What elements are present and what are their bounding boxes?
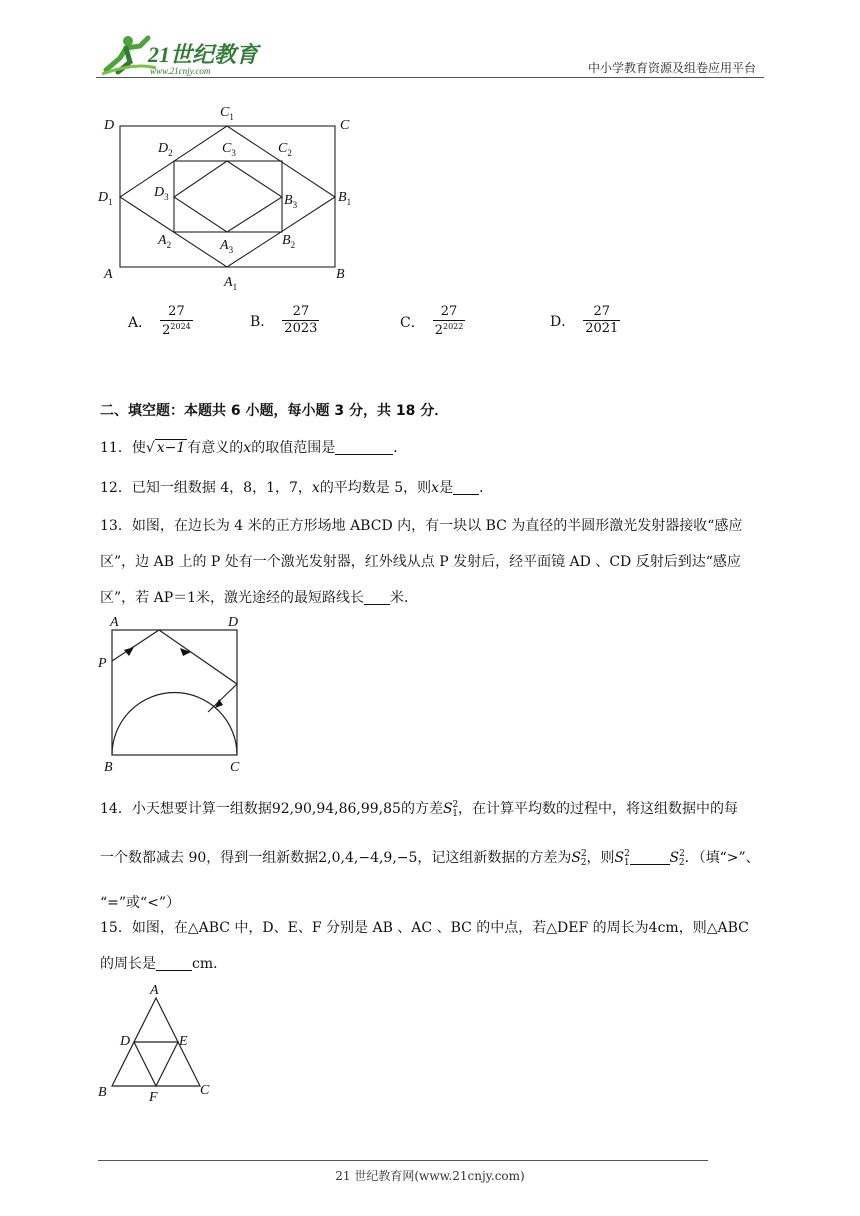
fig3-label-E: E bbox=[179, 1034, 188, 1049]
option-a-letter: A． bbox=[128, 314, 153, 331]
label-A2: $A_2$ bbox=[158, 233, 172, 250]
q14-line2 bbox=[100, 834, 762, 883]
option-c-numerator: 27 bbox=[440, 304, 458, 319]
q14-answer-blank[interactable] bbox=[630, 850, 670, 865]
label-C2: $C_2$ bbox=[278, 141, 292, 158]
question-14 bbox=[100, 785, 762, 923]
q14-S2b-sup: 2 bbox=[679, 849, 685, 859]
nested-rhombus-figure bbox=[96, 100, 366, 295]
option-c-exponent: 2022 bbox=[443, 321, 464, 331]
sqrt-expression: √ x−1 bbox=[145, 440, 186, 456]
q14-line2-mid: ，则 bbox=[586, 850, 615, 866]
fig3-label-C: C bbox=[200, 1083, 210, 1098]
option-b-denominator: 2023 bbox=[284, 320, 318, 336]
q12-mid: 的平均数是 5，则 bbox=[319, 480, 432, 496]
q13-answer-blank[interactable] bbox=[364, 590, 390, 605]
option-c[interactable] bbox=[400, 305, 465, 339]
fig3-label-D: D bbox=[120, 1034, 131, 1049]
fig3-label-B: B bbox=[98, 1085, 107, 1100]
q11-text2: 的取值范围是 bbox=[251, 440, 336, 456]
logo-text: 21世纪教育 bbox=[148, 42, 259, 67]
q14-S1-sup: 2 bbox=[452, 800, 459, 810]
q14-line3: “=”或“<”） bbox=[100, 895, 181, 911]
fig2-label-D: D bbox=[228, 615, 239, 630]
q11-prefix: 11．使 bbox=[100, 440, 146, 456]
fig2-label-B: B bbox=[104, 760, 113, 774]
option-c-letter: C． bbox=[400, 314, 425, 331]
label-A: A bbox=[104, 267, 113, 282]
label-B1: $B_1$ bbox=[338, 190, 352, 207]
q13-line1: 13．如图，在边长为 4 米的正方形场地 ABCD 内，有一块以 BC 为直径的半圆形激光发射器接收“感应 bbox=[100, 518, 743, 534]
q12-var: x bbox=[311, 480, 320, 496]
label-B3: $B_3$ bbox=[284, 193, 298, 210]
fig2-label-C: C bbox=[230, 760, 240, 774]
q14-S1b-sup: 2 bbox=[624, 849, 630, 859]
q12-answer-blank[interactable] bbox=[453, 480, 479, 495]
header-logo bbox=[96, 32, 266, 80]
q14-line1 bbox=[100, 785, 762, 834]
q14-S1-sub: 1 bbox=[452, 809, 459, 819]
q11-text: 有意义的 bbox=[187, 440, 244, 456]
question-15 bbox=[100, 910, 762, 982]
label-C1: $C_1$ bbox=[220, 105, 234, 122]
label-C: C bbox=[340, 118, 350, 133]
q14-S2: S bbox=[571, 850, 582, 866]
option-a-denominator: 2 bbox=[162, 322, 171, 338]
question-13 bbox=[100, 508, 762, 616]
footer-text: 21 世纪教育网(www.21cnjy.com) bbox=[335, 1169, 525, 1183]
q14-line2-end: ．（填“>”、 bbox=[684, 850, 760, 866]
section-title: 二、填空题：本题共 6 小题，每小题 3 分，共 18 分． bbox=[100, 403, 449, 419]
q14-line2-text: 一个数都减去 90，得到一组新数据2,0,4,−4,9,−5，记这组新数据的方差为 bbox=[100, 850, 572, 866]
q13-line3 bbox=[100, 580, 762, 616]
q13-line3-end: 米． bbox=[390, 590, 419, 606]
laser-square-figure bbox=[96, 612, 256, 774]
midpoint-triangle-figure bbox=[94, 980, 224, 1105]
label-D1: $D_1$ bbox=[98, 190, 113, 207]
label-D2: $D_2$ bbox=[158, 141, 173, 158]
q13-line2: 区”，边 AB 上的 P 处有一个激光发射器，红外线从点 P 发射后，经平面镜 AD 、CD 反射后到达“感应 bbox=[100, 554, 741, 570]
header-platform-text: 中小学教育资源及组卷应用平台 bbox=[587, 61, 756, 75]
q11-radicand: x−1 bbox=[156, 440, 186, 456]
question-12 bbox=[100, 477, 493, 499]
option-c-fraction bbox=[433, 305, 466, 339]
option-c-denominator: 2 bbox=[434, 322, 443, 338]
q14-S2-sup: 2 bbox=[581, 849, 587, 859]
option-d-letter: D． bbox=[550, 313, 576, 330]
q12-post: 是 bbox=[439, 480, 454, 496]
option-a-fraction bbox=[160, 305, 193, 339]
option-a[interactable] bbox=[128, 305, 193, 339]
q15-line2-end: cm． bbox=[192, 956, 228, 972]
logo-url: www.21cnjy.com bbox=[150, 66, 211, 76]
question-11 bbox=[100, 437, 407, 459]
fig2-label-P: P bbox=[98, 656, 107, 671]
footer-divider bbox=[98, 1160, 708, 1161]
option-d[interactable] bbox=[550, 305, 620, 337]
option-b-fraction bbox=[282, 305, 319, 337]
q12-var2: x bbox=[431, 480, 440, 496]
option-d-fraction bbox=[583, 305, 620, 337]
q11-end: ． bbox=[393, 440, 408, 456]
label-D3: $D_3$ bbox=[154, 185, 169, 202]
fig2-label-A: A bbox=[110, 615, 119, 630]
q14-line1-end: ，在计算平均数的过程中，将这组数据中的每 bbox=[458, 801, 739, 817]
fig3-label-A: A bbox=[150, 983, 159, 998]
q14-S2-sub: 2 bbox=[580, 858, 587, 868]
q14-S1b: S bbox=[614, 850, 625, 866]
label-B2: $B_2$ bbox=[282, 233, 296, 250]
q12-end: ． bbox=[479, 480, 494, 496]
label-A1: $A_1$ bbox=[224, 275, 238, 292]
option-b-numerator: 27 bbox=[292, 304, 310, 319]
q14-S1: S bbox=[442, 801, 453, 817]
fig3-label-F: F bbox=[149, 1090, 158, 1105]
option-b-letter: B． bbox=[250, 313, 275, 330]
label-D: D bbox=[104, 118, 115, 133]
q15-line2-text: 的周长是 bbox=[100, 956, 156, 972]
label-B: B bbox=[336, 267, 345, 282]
header-divider bbox=[96, 77, 764, 78]
q13-line3-text: 区”，若 AP＝1米，激光途经的最短路线长 bbox=[100, 590, 365, 606]
option-d-numerator: 27 bbox=[593, 304, 611, 319]
label-C3: $C_3$ bbox=[222, 141, 236, 158]
q14-S2b-sub: 2 bbox=[678, 858, 685, 868]
q14-line1-text: 14．小天想要计算一组数据92,90,94,86,99,85的方差 bbox=[100, 801, 443, 817]
q15-line2 bbox=[100, 946, 762, 982]
label-A3: $A_3$ bbox=[220, 238, 234, 255]
option-a-numerator: 27 bbox=[168, 304, 185, 319]
runner-logo-icon bbox=[96, 32, 266, 80]
option-a-exponent: 2024 bbox=[170, 321, 191, 331]
q14-S2b: S bbox=[669, 850, 680, 866]
q12-text: 12．已知一组数据 4，8，1，7， bbox=[100, 480, 312, 496]
q11-var: x bbox=[243, 440, 252, 456]
q15-line1: 15．如图，在△ABC 中，D、E、F 分别是 AB 、AC 、BC 的中点，若△DEF 的周长为4cm，则△ABC bbox=[100, 920, 749, 936]
q11-answer-blank[interactable] bbox=[335, 440, 393, 455]
q14-S1b-sub: 1 bbox=[623, 858, 630, 868]
q15-answer-blank[interactable] bbox=[156, 956, 192, 971]
option-b[interactable] bbox=[250, 305, 319, 337]
option-d-denominator: 2021 bbox=[585, 320, 619, 336]
